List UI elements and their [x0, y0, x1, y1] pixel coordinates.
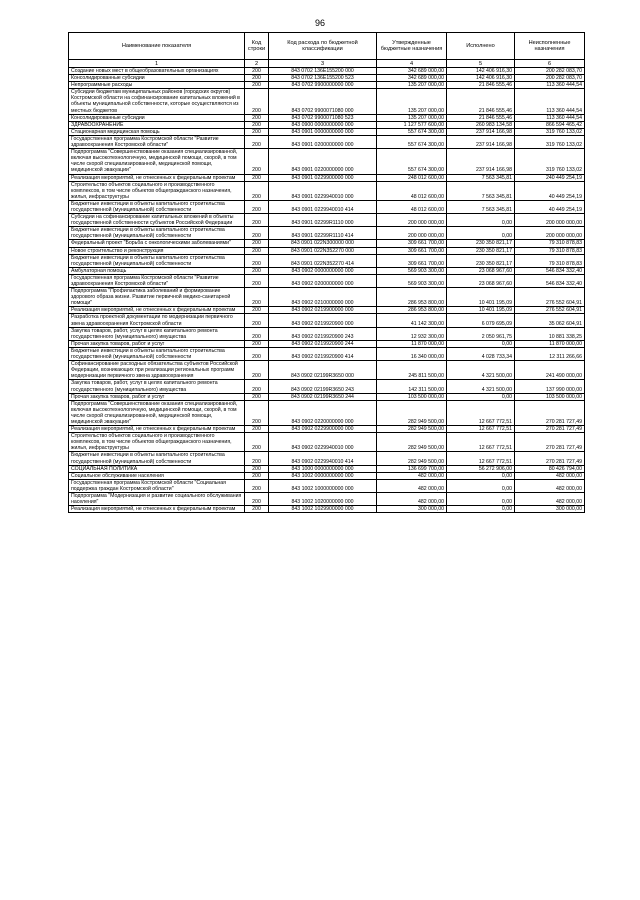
row-name: Строительство объектов социального и производственного комплексов, в том числе объектов общегражданского назначения, жилья, инфраструктуры: [69, 433, 245, 452]
header-unexecuted: Неисполненные назначения: [515, 33, 585, 60]
page-number: 96: [314, 18, 325, 28]
row-budget-code: 843 0901 0200000000 000: [269, 135, 377, 148]
row-budget-code: 843 0901 0220000000 000: [269, 149, 377, 174]
budget-execution-table: [68, 32, 585, 513]
row-line-code: 200: [245, 433, 269, 452]
row-executed: 10 401 195,09: [447, 288, 515, 307]
row-approved: 41 142 300,00: [377, 314, 447, 327]
row-executed: 21 846 555,46: [447, 89, 515, 114]
row-executed: 230 350 821,17: [447, 247, 515, 254]
row-executed: 230 350 821,17: [447, 254, 515, 267]
row-name: Бюджетные инвестиции в объекты капитального строительства государственной (муниципальной) собственности: [69, 200, 245, 213]
row-approved: 482 000,00: [377, 479, 447, 492]
row-unexecuted: 300 000,00: [515, 506, 585, 513]
row-executed: 0,00: [447, 393, 515, 400]
row-executed: 12 667 772,51: [447, 400, 515, 425]
row-name: Подпрограмма "Профилактика заболеваний и формирование здорового образа жизни. Развитие первичной медико-санитарной помощи": [69, 288, 245, 307]
row-approved: 286 953 800,00: [377, 288, 447, 307]
row-name: Бюджетные инвестиции в объекты капитального строительства государственной (муниципальной) собственности: [69, 254, 245, 267]
table-row: [69, 174, 585, 181]
row-name: Социальное обслуживание населения: [69, 472, 245, 479]
row-name: Консолидированные субсидии: [69, 75, 245, 82]
row-line-code: 200: [245, 393, 269, 400]
row-budget-code: 843 0902 02199R3650 244: [269, 393, 377, 400]
header-executed: Исполнено: [447, 33, 515, 60]
row-line-code: 200: [245, 380, 269, 393]
row-budget-code: 843 0702 9900071080 000: [269, 89, 377, 114]
row-executed: 10 401 195,09: [447, 307, 515, 314]
row-budget-code: 843 0901 0000000000 000: [269, 128, 377, 135]
row-name: Государственная программа Костромской области "Социальная поддержка граждан Костромской области": [69, 479, 245, 492]
row-name: Реализация мероприятий, не отнесенных к федеральным проектам: [69, 506, 245, 513]
table-row: [69, 393, 585, 400]
row-executed: 21 846 555,46: [447, 114, 515, 121]
row-budget-code: 843 0902 02199R3650 243: [269, 380, 377, 393]
row-unexecuted: 113 360 444,54: [515, 89, 585, 114]
table-row: [69, 465, 585, 472]
row-approved: 309 661 700,00: [377, 240, 447, 247]
column-number: 2: [245, 60, 269, 68]
header-budget-code: Код расхода по бюджетной классификации: [269, 33, 377, 60]
row-executed: 0,00: [447, 479, 515, 492]
row-name: Амбулаторная помощь: [69, 267, 245, 274]
row-line-code: 200: [245, 426, 269, 433]
row-budget-code: 843 0902 0219920900 244: [269, 340, 377, 347]
row-unexecuted: 103 500 000,00: [515, 393, 585, 400]
table-row: [69, 267, 585, 274]
table-row: [69, 340, 585, 347]
row-executed: 4 028 733,34: [447, 347, 515, 360]
row-approved: 1 127 577 600,00: [377, 121, 447, 128]
row-unexecuted: 276 552 604,91: [515, 288, 585, 307]
row-unexecuted: 270 281 727,49: [515, 452, 585, 465]
row-executed: 12 667 772,51: [447, 433, 515, 452]
row-name: Разработка проектной документации по модернизации первичного звена здравоохранения Костромской области: [69, 314, 245, 327]
row-line-code: 200: [245, 174, 269, 181]
row-line-code: 200: [245, 254, 269, 267]
row-line-code: 200: [245, 361, 269, 380]
row-executed: 4 321 500,00: [447, 361, 515, 380]
row-budget-code: 843 0902 0219920900 243: [269, 327, 377, 340]
table-row: [69, 426, 585, 433]
row-name: Непрограммные расходы: [69, 82, 245, 89]
row-name: Новое строительство и реконструкция: [69, 247, 245, 254]
row-unexecuted: 113 360 444,54: [515, 82, 585, 89]
row-executed: 0,00: [447, 506, 515, 513]
row-budget-code: 843 1002 0000000000 000: [269, 472, 377, 479]
row-budget-code: 843 0702 9900071080 523: [269, 114, 377, 121]
row-unexecuted: 270 281 727,49: [515, 400, 585, 425]
row-line-code: 200: [245, 82, 269, 89]
row-budget-code: 843 0901 02299R1110 414: [269, 227, 377, 240]
row-approved: 12 932 300,00: [377, 327, 447, 340]
row-unexecuted: 200 000 000,00: [515, 214, 585, 227]
row-approved: 482 000,00: [377, 493, 447, 506]
row-line-code: 200: [245, 307, 269, 314]
row-budget-code: 843 1002 1029900000 000: [269, 506, 377, 513]
row-budget-code: 843 0702 136E155200 000: [269, 68, 377, 75]
row-name: Бюджетные инвестиции в объекты капитального строительства государственной (муниципальной) собственности: [69, 227, 245, 240]
row-executed: 0,00: [447, 227, 515, 240]
row-name: Реализация мероприятий, не отнесенных к федеральным проектам: [69, 174, 245, 181]
row-unexecuted: 79 310 878,83: [515, 247, 585, 254]
row-budget-code: 843 0902 0219920900 414: [269, 347, 377, 360]
table-row: [69, 307, 585, 314]
header-name: Наименование показателя: [69, 33, 245, 60]
row-approved: 482 000,00: [377, 472, 447, 479]
row-unexecuted: 12 311 266,66: [515, 347, 585, 360]
row-budget-code: 843 0902 0000000000 000: [269, 267, 377, 274]
row-line-code: 200: [245, 135, 269, 148]
row-name: Бюджетные инвестиции в объекты капитального строительства государственной (муниципальной) собственности: [69, 452, 245, 465]
row-line-code: 200: [245, 247, 269, 254]
row-approved: 557 674 300,00: [377, 135, 447, 148]
row-executed: 237 914 166,98: [447, 135, 515, 148]
row-unexecuted: 241 490 000,00: [515, 361, 585, 380]
row-approved: 557 674 300,00: [377, 149, 447, 174]
row-executed: 0,00: [447, 493, 515, 506]
row-unexecuted: 79 310 878,83: [515, 240, 585, 247]
row-unexecuted: 200 282 083,70: [515, 75, 585, 82]
row-name: Субсидии бюджетам муниципальных районов (городских округов) Костромской области на софинансирование капитальных вложений в объекты муниципальной собственности, которые осуществляются из местных бюджетов: [69, 89, 245, 114]
row-unexecuted: 546 834 332,40: [515, 267, 585, 274]
table-row: [69, 274, 585, 287]
column-number: 4: [377, 60, 447, 68]
row-line-code: 200: [245, 149, 269, 174]
row-unexecuted: 79 310 878,83: [515, 254, 585, 267]
table-row: [69, 181, 585, 200]
row-approved: 135 207 000,00: [377, 114, 447, 121]
row-approved: 282 949 500,00: [377, 433, 447, 452]
row-line-code: 200: [245, 75, 269, 82]
row-name: Закупка товаров, работ, услуг в целях капитального ремонта государственного (муниципального) имущества: [69, 380, 245, 393]
row-name: Создание новых мест в общеобразовательных организациях: [69, 68, 245, 75]
row-line-code: 200: [245, 288, 269, 307]
row-approved: 136 699 700,00: [377, 465, 447, 472]
row-line-code: 200: [245, 314, 269, 327]
row-approved: 309 661 700,00: [377, 247, 447, 254]
row-executed: 7 563 345,81: [447, 181, 515, 200]
row-line-code: 200: [245, 274, 269, 287]
table-row: [69, 89, 585, 114]
row-budget-code: 843 0901 0229900000 000: [269, 174, 377, 181]
row-name: Стационарная медицинская помощь: [69, 128, 245, 135]
row-unexecuted: 482 000,00: [515, 493, 585, 506]
row-name: Федеральный проект "Борьба с онкологическими заболеваниями": [69, 240, 245, 247]
row-unexecuted: 200 000 000,00: [515, 227, 585, 240]
row-approved: 557 674 300,00: [377, 128, 447, 135]
row-approved: 142 311 500,00: [377, 380, 447, 393]
row-budget-code: 843 0902 0229940010 414: [269, 452, 377, 465]
table-row: [69, 200, 585, 213]
row-budget-code: 843 0901 02299R1110 000: [269, 214, 377, 227]
row-line-code: 200: [245, 89, 269, 114]
table-row: [69, 472, 585, 479]
row-name: Реализация мероприятий, не отнесенных к федеральным проектам: [69, 426, 245, 433]
table-row: [69, 288, 585, 307]
row-name: Государственная программа Костромской области "Развитие здравоохранения Костромской области": [69, 274, 245, 287]
row-budget-code: 843 0902 0229900000 000: [269, 426, 377, 433]
table-row: [69, 452, 585, 465]
row-executed: 0,00: [447, 214, 515, 227]
row-unexecuted: 482 000,00: [515, 472, 585, 479]
table-row: [69, 240, 585, 247]
row-executed: 2 050 961,75: [447, 327, 515, 340]
row-line-code: 200: [245, 347, 269, 360]
row-executed: 23 068 967,60: [447, 267, 515, 274]
table-row: [69, 214, 585, 227]
row-unexecuted: 546 834 332,40: [515, 274, 585, 287]
row-name: Бюджетные инвестиции в объекты капитального строительства государственной (муниципальной) собственности: [69, 347, 245, 360]
row-budget-code: 843 0902 02199R3650 000: [269, 361, 377, 380]
row-unexecuted: 10 881 338,25: [515, 327, 585, 340]
row-budget-code: 843 0901 022N352270 000: [269, 247, 377, 254]
row-budget-code: 843 0702 9900000000 000: [269, 82, 377, 89]
row-name: Государственная программа Костромской области "Развитие здравоохранения Костромской области": [69, 135, 245, 148]
table-row: [69, 121, 585, 128]
column-number: 3: [269, 60, 377, 68]
row-approved: 103 500 000,00: [377, 393, 447, 400]
table-row: [69, 247, 585, 254]
row-name: Софинансирование расходных обязательства субъектов Российской Федерации, возникающих при реализации региональных программ модернизации первичного звена здравоохранения: [69, 361, 245, 380]
row-unexecuted: 40 449 254,19: [515, 181, 585, 200]
row-unexecuted: 11 870 000,00: [515, 340, 585, 347]
row-line-code: 200: [245, 472, 269, 479]
row-executed: 142 406 916,30: [447, 75, 515, 82]
row-line-code: 200: [245, 267, 269, 274]
row-approved: 282 949 500,00: [377, 426, 447, 433]
row-approved: 309 661 700,00: [377, 254, 447, 267]
row-line-code: 200: [245, 340, 269, 347]
row-name: Подпрограмма "Совершенствование оказания специализированной, включая высокотехнологичную, медицинской помощи, скорой, в том числе скорой специализированной, медицинской помощи, медицинской эвакуации": [69, 400, 245, 425]
row-executed: 12 667 772,51: [447, 452, 515, 465]
row-name: Субсидии на софинансирование капитальных вложений в объекты государственной собственности субъектов Российской Федерации: [69, 214, 245, 227]
row-executed: 23 068 967,60: [447, 274, 515, 287]
row-name: Реализация мероприятий, не отнесенных к федеральным проектам: [69, 307, 245, 314]
table-row: [69, 135, 585, 148]
row-approved: 282 949 500,00: [377, 400, 447, 425]
row-line-code: 200: [245, 400, 269, 425]
row-executed: 6 079 695,09: [447, 314, 515, 327]
table-row: [69, 227, 585, 240]
row-executed: 21 846 555,46: [447, 82, 515, 89]
row-budget-code: 843 1002 1000000000 000: [269, 479, 377, 492]
row-executed: 56 272 906,00: [447, 465, 515, 472]
row-line-code: 200: [245, 465, 269, 472]
table-row: [69, 506, 585, 513]
row-name: СОЦИАЛЬНАЯ ПОЛИТИКА: [69, 465, 245, 472]
row-budget-code: 843 1002 1020000000 000: [269, 493, 377, 506]
row-name: Подпрограмма "Совершенствование оказания специализированной, включая высокотехнологичную, медицинской помощи, скорой, в том числе скорой специализированной, медицинской помощи, медицинской эвакуации": [69, 149, 245, 174]
header-line-code: Код строки: [245, 33, 269, 60]
row-budget-code: 843 0900 0000000000 000: [269, 121, 377, 128]
row-name: ЗДРАВООХРАНЕНИЕ: [69, 121, 245, 128]
row-line-code: 200: [245, 452, 269, 465]
row-approved: 48 012 600,00: [377, 200, 447, 213]
table-row: [69, 347, 585, 360]
row-line-code: 200: [245, 200, 269, 213]
row-executed: 0,00: [447, 472, 515, 479]
row-unexecuted: 40 449 254,19: [515, 200, 585, 213]
row-line-code: 200: [245, 121, 269, 128]
row-name: Закупка товаров, работ, услуг в целях капитального ремонта государственного (муниципального) имущества: [69, 327, 245, 340]
table-row: [69, 314, 585, 327]
row-executed: 237 914 166,98: [447, 128, 515, 135]
row-line-code: 200: [245, 493, 269, 506]
table-row: [69, 82, 585, 89]
row-name: Консолидированные субсидии: [69, 114, 245, 121]
table-row: [69, 114, 585, 121]
table-row: [69, 493, 585, 506]
table-body: [69, 60, 585, 513]
column-number: 1: [69, 60, 245, 68]
row-executed: 4 321 500,00: [447, 380, 515, 393]
table-row: [69, 68, 585, 75]
row-line-code: 200: [245, 227, 269, 240]
table-row: [69, 327, 585, 340]
row-approved: 248 012 600,00: [377, 174, 447, 181]
row-unexecuted: 113 360 444,54: [515, 114, 585, 121]
row-unexecuted: 200 282 083,70: [515, 68, 585, 75]
row-approved: 342 689 000,00: [377, 75, 447, 82]
row-approved: 200 000 000,00: [377, 214, 447, 227]
row-executed: 12 667 772,51: [447, 426, 515, 433]
row-executed: 230 350 821,17: [447, 240, 515, 247]
row-approved: 135 207 000,00: [377, 89, 447, 114]
row-approved: 245 811 500,00: [377, 361, 447, 380]
row-budget-code: 843 0901 022N352270 414: [269, 254, 377, 267]
table-row: [69, 479, 585, 492]
row-line-code: 200: [245, 479, 269, 492]
row-unexecuted: 482 000,00: [515, 479, 585, 492]
row-unexecuted: 319 760 133,02: [515, 135, 585, 148]
row-budget-code: 843 0702 136E155200 523: [269, 75, 377, 82]
row-unexecuted: 319 760 133,02: [515, 128, 585, 135]
row-budget-code: 843 0902 0200000000 000: [269, 274, 377, 287]
row-approved: 569 903 300,00: [377, 274, 447, 287]
row-executed: 142 406 916,30: [447, 68, 515, 75]
table-row: [69, 361, 585, 380]
row-approved: 11 870 000,00: [377, 340, 447, 347]
row-line-code: 200: [245, 68, 269, 75]
row-line-code: 200: [245, 240, 269, 247]
row-budget-code: 843 0902 0210000000 000: [269, 288, 377, 307]
row-executed: 7 563 345,81: [447, 200, 515, 213]
table-header-row: [69, 33, 585, 60]
row-approved: 16 340 000,00: [377, 347, 447, 360]
row-unexecuted: 319 760 133,02: [515, 149, 585, 174]
row-budget-code: 843 0901 0229940010 000: [269, 181, 377, 200]
row-unexecuted: 240 449 254,19: [515, 174, 585, 181]
row-budget-code: 843 0902 0219920900 000: [269, 314, 377, 327]
row-unexecuted: 276 552 604,91: [515, 307, 585, 314]
table-row: [69, 75, 585, 82]
row-approved: 200 000 000,00: [377, 227, 447, 240]
row-unexecuted: 866 594 465,42: [515, 121, 585, 128]
table-row: [69, 380, 585, 393]
row-budget-code: 843 0901 022N300000 000: [269, 240, 377, 247]
table-row: [69, 149, 585, 174]
table-row: [69, 400, 585, 425]
row-unexecuted: 35 062 604,91: [515, 314, 585, 327]
column-number-row: [69, 60, 585, 68]
row-line-code: 200: [245, 327, 269, 340]
row-line-code: 200: [245, 128, 269, 135]
row-name: Прочая закупка товаров, работ и услуг: [69, 340, 245, 347]
row-approved: 300 000,00: [377, 506, 447, 513]
row-unexecuted: 80 426 794,00: [515, 465, 585, 472]
row-budget-code: 843 0902 0229940010 000: [269, 433, 377, 452]
row-line-code: 200: [245, 181, 269, 200]
row-unexecuted: 270 281 727,49: [515, 426, 585, 433]
table-row: [69, 433, 585, 452]
row-line-code: 200: [245, 214, 269, 227]
row-executed: 237 914 166,98: [447, 149, 515, 174]
column-number: 6: [515, 60, 585, 68]
row-line-code: 200: [245, 114, 269, 121]
row-approved: 569 903 300,00: [377, 267, 447, 274]
row-approved: 286 953 800,00: [377, 307, 447, 314]
header-approved: Утвержденные бюджетные назначения: [377, 33, 447, 60]
table-row: [69, 254, 585, 267]
row-executed: 7 563 345,81: [447, 174, 515, 181]
row-approved: 282 949 500,00: [377, 452, 447, 465]
row-unexecuted: 270 281 727,49: [515, 433, 585, 452]
row-name: Прочая закупка товаров, работ и услуг: [69, 393, 245, 400]
row-line-code: 200: [245, 506, 269, 513]
row-approved: 135 207 000,00: [377, 82, 447, 89]
row-name: Подпрограмма "Модернизация и развитие социального обслуживания населения": [69, 493, 245, 506]
table-row: [69, 128, 585, 135]
row-executed: 0,00: [447, 340, 515, 347]
row-budget-code: 843 0901 0229940010 414: [269, 200, 377, 213]
row-budget-code: 843 1000 0000000000 000: [269, 465, 377, 472]
row-unexecuted: 137 990 000,00: [515, 380, 585, 393]
row-budget-code: 843 0902 0220000000 000: [269, 400, 377, 425]
row-approved: 48 012 600,00: [377, 181, 447, 200]
row-budget-code: 843 0902 0219900000 000: [269, 307, 377, 314]
row-executed: 260 983 134,58: [447, 121, 515, 128]
row-name: Строительство объектов социального и производственного комплексов, в том числе объектов общегражданского назначения, жилья, инфраструктуры: [69, 181, 245, 200]
row-approved: 342 689 000,00: [377, 68, 447, 75]
column-number: 5: [447, 60, 515, 68]
